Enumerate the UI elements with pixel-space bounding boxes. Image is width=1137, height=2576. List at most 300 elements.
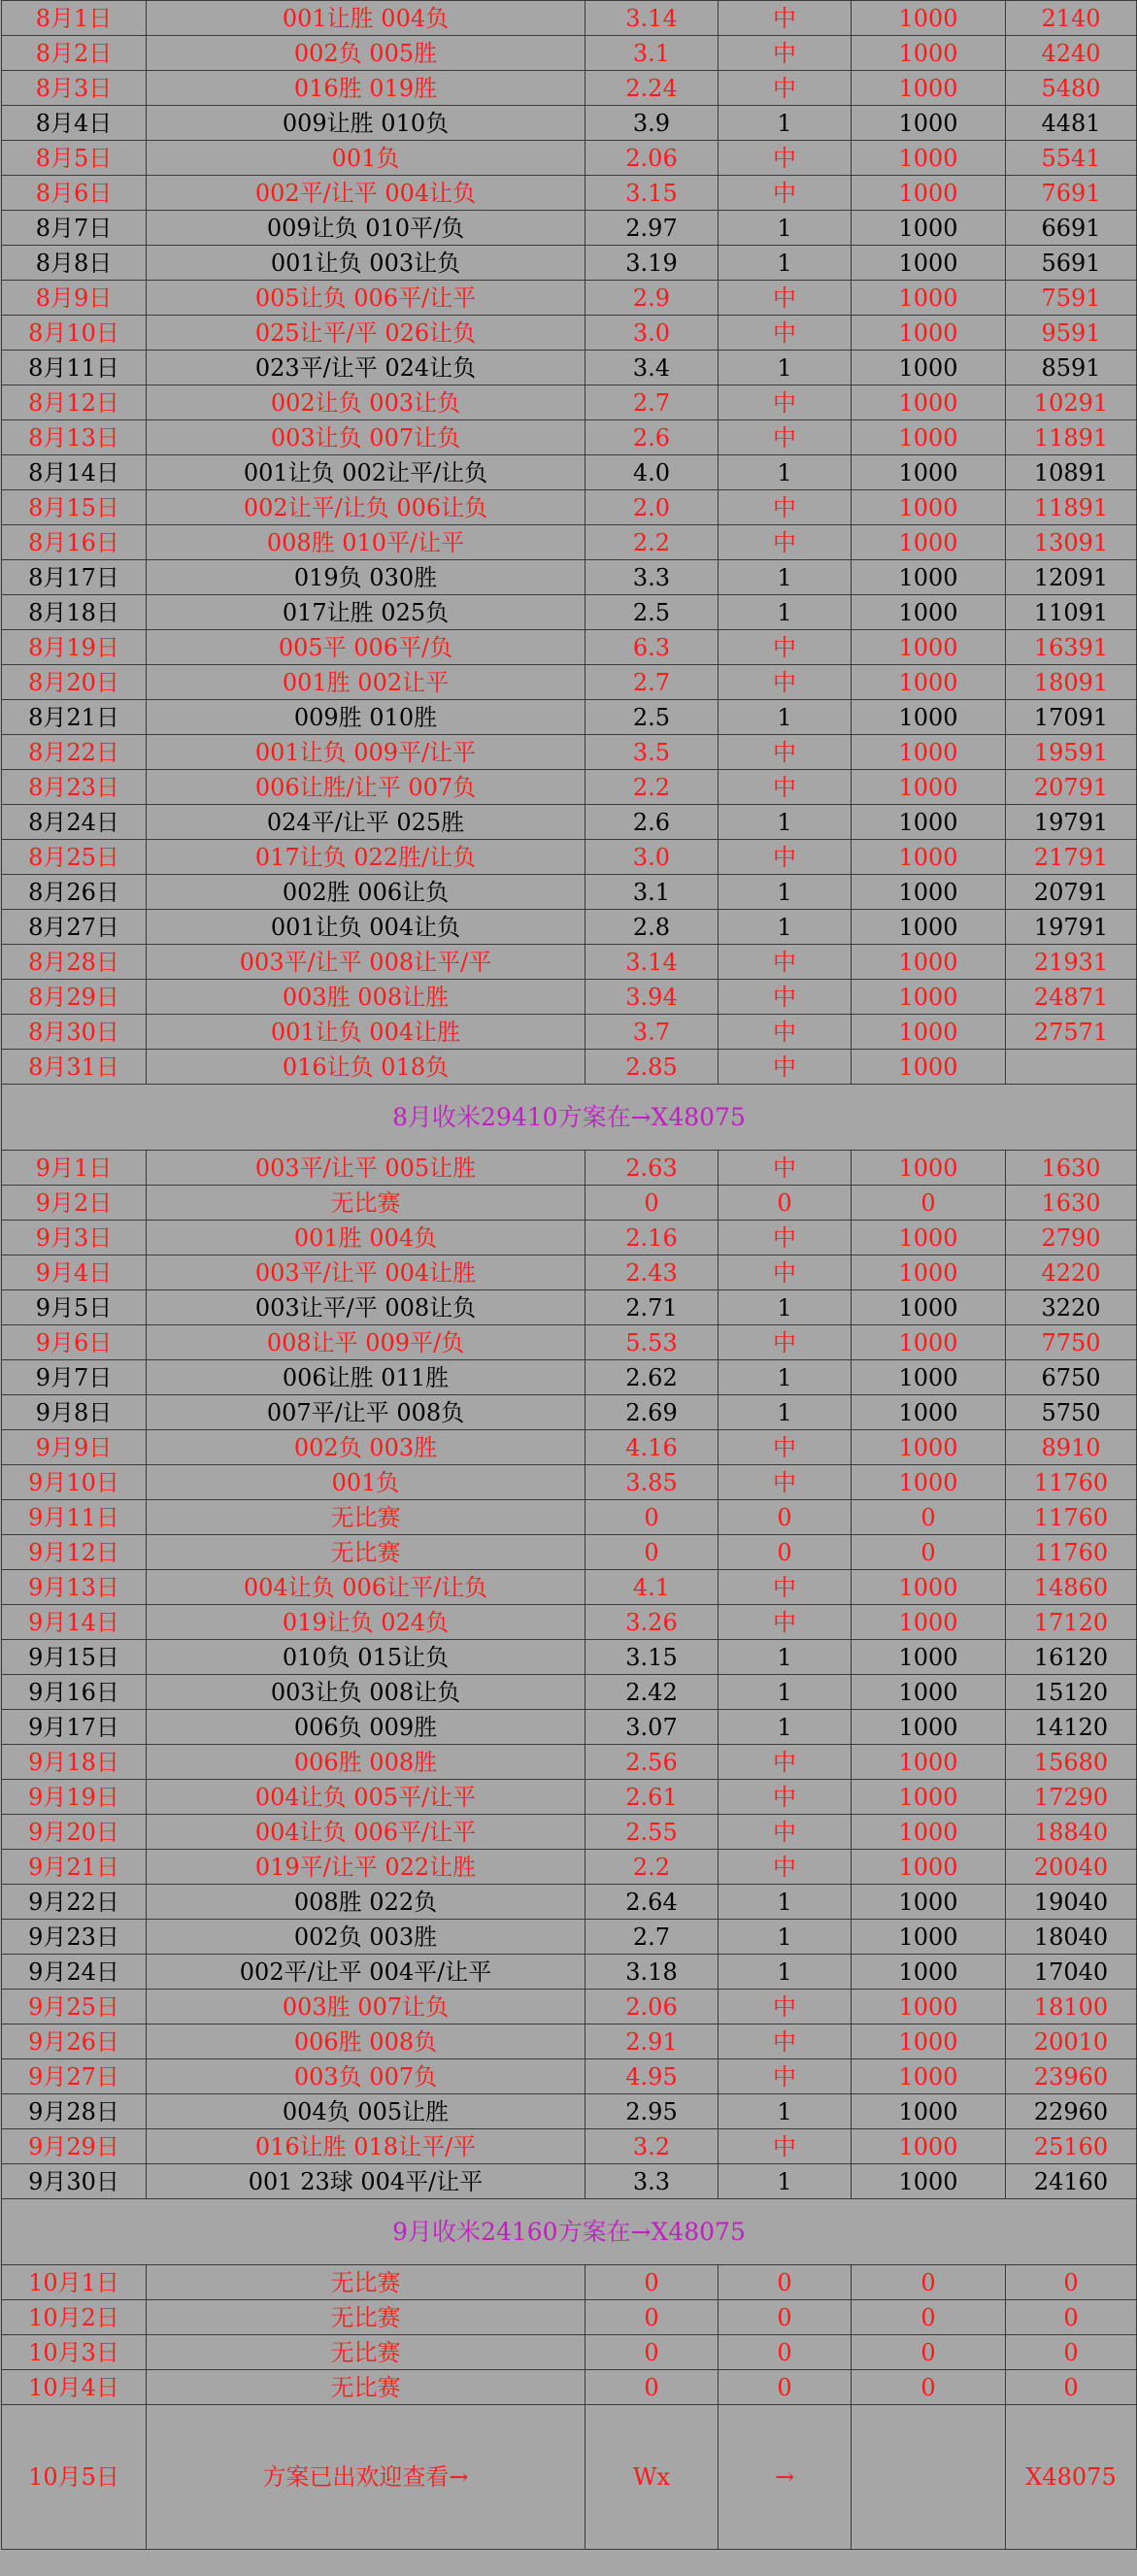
table-row xyxy=(2,1920,1137,1955)
result-cell: 1 xyxy=(719,1640,852,1675)
match-cell: 002负 003胜 xyxy=(147,1920,585,1955)
table-row xyxy=(2,1500,1137,1535)
table-row xyxy=(2,211,1137,246)
match-cell: 无比赛 xyxy=(147,1186,585,1221)
result-cell: 1 xyxy=(719,1885,852,1920)
stake-cell: 1000 xyxy=(852,560,1006,595)
stake-cell: 0 xyxy=(852,1500,1006,1535)
match-cell: 009胜 010胜 xyxy=(147,700,585,735)
balance-cell: 18840 xyxy=(1006,1815,1137,1850)
result-cell: 中 xyxy=(719,1815,852,1850)
result-cell: 1 xyxy=(719,560,852,595)
table-row xyxy=(2,490,1137,525)
date-cell: 9月16日 xyxy=(2,1675,147,1710)
balance-cell: X48075 xyxy=(1006,2405,1137,2550)
odds-cell: 4.0 xyxy=(585,455,719,490)
balance-cell: 11091 xyxy=(1006,595,1137,630)
odds-cell: 3.0 xyxy=(585,316,719,351)
table-row xyxy=(2,1,1137,36)
table-row xyxy=(2,1360,1137,1395)
stake-cell: 0 xyxy=(852,2265,1006,2300)
odds-cell: 2.7 xyxy=(585,1920,719,1955)
match-cell: 003让负 008让负 xyxy=(147,1675,585,1710)
table-row xyxy=(2,2300,1137,2335)
stake-cell: 1000 xyxy=(852,1255,1006,1290)
odds-cell: 2.06 xyxy=(585,141,719,176)
result-cell: 1 xyxy=(719,211,852,246)
date-cell: 9月24日 xyxy=(2,1955,147,1990)
odds-cell: 2.6 xyxy=(585,420,719,455)
table-row xyxy=(2,1815,1137,1850)
result-cell: 中 xyxy=(719,980,852,1015)
stake-cell: 1000 xyxy=(852,1640,1006,1675)
stake-cell: 0 xyxy=(852,2335,1006,2370)
stake-cell: 1000 xyxy=(852,1990,1006,2024)
odds-cell: 6.3 xyxy=(585,630,719,665)
odds-cell: 2.43 xyxy=(585,1255,719,1290)
match-cell: 006让胜/让平 007负 xyxy=(147,770,585,805)
match-cell: 019平/让平 022让胜 xyxy=(147,1850,585,1885)
stake-cell: 1000 xyxy=(852,735,1006,770)
table-row xyxy=(2,910,1137,945)
stake-cell: 1000 xyxy=(852,1395,1006,1430)
date-cell: 8月4日 xyxy=(2,106,147,141)
table-row xyxy=(2,176,1137,211)
table-row xyxy=(2,630,1137,665)
balance-cell: 0 xyxy=(1006,2265,1137,2300)
balance-cell: 13091 xyxy=(1006,525,1137,560)
result-cell: 1 xyxy=(719,1360,852,1395)
match-cell: 019负 030胜 xyxy=(147,560,585,595)
stake-cell: 1000 xyxy=(852,665,1006,700)
result-cell: 中 xyxy=(719,420,852,455)
match-cell: 002让平/让负 006让负 xyxy=(147,490,585,525)
match-cell: 006胜 008负 xyxy=(147,2024,585,2059)
balance-cell: 7691 xyxy=(1006,176,1137,211)
stake-cell: 1000 xyxy=(852,1430,1006,1465)
odds-cell: 2.63 xyxy=(585,1151,719,1186)
stake-cell: 1000 xyxy=(852,1780,1006,1815)
table-row xyxy=(2,1850,1137,1885)
match-cell: 001让负 004让负 xyxy=(147,910,585,945)
stake-cell: 1000 xyxy=(852,945,1006,980)
stake-cell: 1000 xyxy=(852,455,1006,490)
odds-cell: 3.85 xyxy=(585,1465,719,1500)
date-cell: 8月17日 xyxy=(2,560,147,595)
table-row xyxy=(2,980,1137,1015)
date-cell: 9月5日 xyxy=(2,1290,147,1325)
table-row xyxy=(2,770,1137,805)
table-row xyxy=(2,1780,1137,1815)
balance-cell: 1630 xyxy=(1006,1151,1137,1186)
balance-cell: 22960 xyxy=(1006,2094,1137,2129)
result-cell: 中 xyxy=(719,141,852,176)
match-cell: 006让胜 011胜 xyxy=(147,1360,585,1395)
stake-cell: 1000 xyxy=(852,1815,1006,1850)
date-cell: 8月24日 xyxy=(2,805,147,840)
balance-cell: 16120 xyxy=(1006,1640,1137,1675)
result-cell: 中 xyxy=(719,1151,852,1186)
balance-cell: 1630 xyxy=(1006,1186,1137,1221)
match-cell: 006胜 008胜 xyxy=(147,1745,585,1780)
odds-cell: 0 xyxy=(585,2370,719,2405)
match-cell: 006负 009胜 xyxy=(147,1710,585,1745)
date-cell: 9月11日 xyxy=(2,1500,147,1535)
table-row xyxy=(2,1255,1137,1290)
balance-cell: 23960 xyxy=(1006,2059,1137,2094)
result-cell: 中 xyxy=(719,1850,852,1885)
balance-cell: 19040 xyxy=(1006,1885,1137,1920)
date-cell: 8月14日 xyxy=(2,455,147,490)
result-cell: 中 xyxy=(719,1015,852,1050)
table-row xyxy=(2,2335,1137,2370)
summary-text: 9月收米24160方案在→X48075 xyxy=(2,2199,1137,2265)
stake-cell: 0 xyxy=(852,1535,1006,1570)
result-cell: 1 xyxy=(719,700,852,735)
table-body xyxy=(2,1,1137,2405)
match-cell: 无比赛 xyxy=(147,1500,585,1535)
table-row xyxy=(2,385,1137,420)
balance-cell: 10891 xyxy=(1006,455,1137,490)
balance-cell: 20010 xyxy=(1006,2024,1137,2059)
result-cell: 1 xyxy=(719,106,852,141)
balance-cell: 20791 xyxy=(1006,875,1137,910)
match-cell: 008胜 022负 xyxy=(147,1885,585,1920)
date-cell: 8月3日 xyxy=(2,71,147,106)
balance-cell: 18091 xyxy=(1006,665,1137,700)
odds-cell: 0 xyxy=(585,1535,719,1570)
result-cell: 中 xyxy=(719,2129,852,2164)
result-cell: 中 xyxy=(719,176,852,211)
balance-cell: 21791 xyxy=(1006,840,1137,875)
date-cell: 9月23日 xyxy=(2,1920,147,1955)
stake-cell: 1000 xyxy=(852,2164,1006,2199)
stake-cell: 1000 xyxy=(852,1850,1006,1885)
stake-cell: 1000 xyxy=(852,106,1006,141)
result-cell: 1 xyxy=(719,2094,852,2129)
date-cell: 9月9日 xyxy=(2,1430,147,1465)
stake-cell: 0 xyxy=(852,2370,1006,2405)
balance-cell: 18040 xyxy=(1006,1920,1137,1955)
date-cell: 8月22日 xyxy=(2,735,147,770)
result-cell: 0 xyxy=(719,1500,852,1535)
result-cell: 中 xyxy=(719,945,852,980)
date-cell: 9月25日 xyxy=(2,1990,147,2024)
balance-cell xyxy=(1006,1050,1137,1085)
result-cell: 中 xyxy=(719,665,852,700)
result-cell: 中 xyxy=(719,1,852,36)
date-cell: 9月14日 xyxy=(2,1605,147,1640)
balance-cell: 0 xyxy=(1006,2370,1137,2405)
odds-cell: 2.2 xyxy=(585,1850,719,1885)
result-cell: 1 xyxy=(719,1290,852,1325)
date-cell: 8月25日 xyxy=(2,840,147,875)
odds-cell: 4.16 xyxy=(585,1430,719,1465)
table-row xyxy=(2,735,1137,770)
match-cell: 005让负 006平/让平 xyxy=(147,281,585,316)
date-cell: 8月18日 xyxy=(2,595,147,630)
odds-cell: 0 xyxy=(585,2265,719,2300)
odds-cell: 2.0 xyxy=(585,490,719,525)
month-summary-row xyxy=(2,2199,1137,2265)
stake-cell: 1000 xyxy=(852,1710,1006,1745)
date-cell: 9月20日 xyxy=(2,1815,147,1850)
balance-cell: 7750 xyxy=(1006,1325,1137,1360)
table-row xyxy=(2,1955,1137,1990)
table-row xyxy=(2,1570,1137,1605)
match-cell: 001让负 004让胜 xyxy=(147,1015,585,1050)
match-cell: 001胜 002让平 xyxy=(147,665,585,700)
match-cell: 003胜 007让负 xyxy=(147,1990,585,2024)
table-row xyxy=(2,1186,1137,1221)
match-cell: 009让胜 010负 xyxy=(147,106,585,141)
odds-cell: 4.1 xyxy=(585,1570,719,1605)
date-cell: 8月8日 xyxy=(2,246,147,281)
result-cell: 中 xyxy=(719,1990,852,2024)
match-cell: 016胜 019胜 xyxy=(147,71,585,106)
match-cell: 001 23球 004平/让平 xyxy=(147,2164,585,2199)
date-cell: 9月19日 xyxy=(2,1780,147,1815)
date-cell: 9月29日 xyxy=(2,2129,147,2164)
balance-cell: 8910 xyxy=(1006,1430,1137,1465)
result-cell: 中 xyxy=(719,1570,852,1605)
stake-cell: 1000 xyxy=(852,1151,1006,1186)
match-cell: 003胜 008让胜 xyxy=(147,980,585,1015)
result-cell: 1 xyxy=(719,805,852,840)
result-cell: 中 xyxy=(719,840,852,875)
balance-cell: 5691 xyxy=(1006,246,1137,281)
balance-cell: 24160 xyxy=(1006,2164,1137,2199)
date-cell: 9月12日 xyxy=(2,1535,147,1570)
match-cell: 001负 xyxy=(147,1465,585,1500)
date-cell: 9月6日 xyxy=(2,1325,147,1360)
match-cell: 001让负 002让平/让负 xyxy=(147,455,585,490)
date-cell: 8月6日 xyxy=(2,176,147,211)
date-cell: 9月18日 xyxy=(2,1745,147,1780)
odds-cell: 0 xyxy=(585,2300,719,2335)
odds-cell: 2.61 xyxy=(585,1780,719,1815)
stake-cell: 1000 xyxy=(852,700,1006,735)
odds-cell: 3.94 xyxy=(585,980,719,1015)
odds-cell: 2.62 xyxy=(585,1360,719,1395)
odds-cell: 2.91 xyxy=(585,2024,719,2059)
stake-cell: 1000 xyxy=(852,316,1006,351)
match-cell: 019让负 024负 xyxy=(147,1605,585,1640)
odds-cell: 2.2 xyxy=(585,525,719,560)
stake-cell: 1000 xyxy=(852,1015,1006,1050)
date-cell: 8月5日 xyxy=(2,141,147,176)
match-cell: 009让负 010平/负 xyxy=(147,211,585,246)
odds-cell: 3.15 xyxy=(585,176,719,211)
balance-cell: 19591 xyxy=(1006,735,1137,770)
odds-cell: 2.85 xyxy=(585,1050,719,1085)
match-cell: 007平/让平 008负 xyxy=(147,1395,585,1430)
match-cell: 004让负 006让平/让负 xyxy=(147,1570,585,1605)
date-cell: 8月23日 xyxy=(2,770,147,805)
table-row xyxy=(2,71,1137,106)
stake-cell: 1000 xyxy=(852,176,1006,211)
balance-cell: 5541 xyxy=(1006,141,1137,176)
balance-cell: 5750 xyxy=(1006,1395,1137,1430)
balance-cell: 17040 xyxy=(1006,1955,1137,1990)
odds-cell: 2.16 xyxy=(585,1221,719,1255)
odds-cell: 3.5 xyxy=(585,735,719,770)
stake-cell: 1000 xyxy=(852,840,1006,875)
odds-cell: 3.7 xyxy=(585,1015,719,1050)
match-cell: 002平/让平 004平/让平 xyxy=(147,1955,585,1990)
balance-cell: 18100 xyxy=(1006,1990,1137,2024)
odds-cell: 3.2 xyxy=(585,2129,719,2164)
date-cell: 10月1日 xyxy=(2,2265,147,2300)
table-row xyxy=(2,945,1137,980)
balance-cell: 20791 xyxy=(1006,770,1137,805)
stake-cell: 1000 xyxy=(852,2129,1006,2164)
balance-cell: 8591 xyxy=(1006,351,1137,385)
table-row xyxy=(2,1465,1137,1500)
stake-cell: 1000 xyxy=(852,910,1006,945)
balance-cell: 11891 xyxy=(1006,490,1137,525)
odds-cell: 2.8 xyxy=(585,910,719,945)
odds-cell: 2.95 xyxy=(585,2094,719,2129)
odds-cell: 3.26 xyxy=(585,1605,719,1640)
stake-cell: 1000 xyxy=(852,1605,1006,1640)
match-cell: 010负 015让负 xyxy=(147,1640,585,1675)
date-cell: 8月11日 xyxy=(2,351,147,385)
odds-cell: 2.69 xyxy=(585,1395,719,1430)
odds-cell: 2.42 xyxy=(585,1675,719,1710)
balance-cell: 11760 xyxy=(1006,1500,1137,1535)
balance-cell: 10291 xyxy=(1006,385,1137,420)
table-row xyxy=(2,1640,1137,1675)
result-cell: 1 xyxy=(719,1675,852,1710)
stake-cell: 1000 xyxy=(852,281,1006,316)
date-cell: 9月30日 xyxy=(2,2164,147,2199)
result-cell: 0 xyxy=(719,2335,852,2370)
result-cell: 1 xyxy=(719,351,852,385)
stake-cell: 1000 xyxy=(852,595,1006,630)
match-cell: 002让负 003让负 xyxy=(147,385,585,420)
result-cell: 中 xyxy=(719,1050,852,1085)
odds-cell: 3.19 xyxy=(585,246,719,281)
stake-cell: 1000 xyxy=(852,2094,1006,2129)
result-cell: 中 xyxy=(719,2024,852,2059)
stake-cell: 1000 xyxy=(852,351,1006,385)
balance-cell: 3220 xyxy=(1006,1290,1137,1325)
date-cell: 9月10日 xyxy=(2,1465,147,1500)
table-row xyxy=(2,246,1137,281)
stake-cell: 1000 xyxy=(852,770,1006,805)
balance-cell: 19791 xyxy=(1006,910,1137,945)
table-row xyxy=(2,700,1137,735)
odds-cell: Wx xyxy=(585,2405,719,2550)
table-row xyxy=(2,665,1137,700)
table-row xyxy=(2,525,1137,560)
date-cell: 8月28日 xyxy=(2,945,147,980)
odds-cell: 4.95 xyxy=(585,2059,719,2094)
table-row xyxy=(2,840,1137,875)
date-cell: 9月7日 xyxy=(2,1360,147,1395)
odds-cell: 3.14 xyxy=(585,945,719,980)
stake-cell: 1000 xyxy=(852,1325,1006,1360)
match-cell: 003让负 007让负 xyxy=(147,420,585,455)
odds-cell: 2.56 xyxy=(585,1745,719,1780)
match-cell: 003平/让平 004让胜 xyxy=(147,1255,585,1290)
match-cell: 008胜 010平/让平 xyxy=(147,525,585,560)
balance-cell: 0 xyxy=(1006,2335,1137,2370)
result-cell: 1 xyxy=(719,2164,852,2199)
balance-cell: 14860 xyxy=(1006,1570,1137,1605)
odds-cell: 3.1 xyxy=(585,875,719,910)
date-cell: 9月17日 xyxy=(2,1710,147,1745)
match-cell: 008让平 009平/负 xyxy=(147,1325,585,1360)
balance-cell: 17091 xyxy=(1006,700,1137,735)
stake-cell: 1000 xyxy=(852,1885,1006,1920)
result-cell: 中 xyxy=(719,1605,852,1640)
match-cell: 025让平/平 026让负 xyxy=(147,316,585,351)
table-row xyxy=(2,281,1137,316)
match-cell: 002平/让平 004让负 xyxy=(147,176,585,211)
date-cell: 9月27日 xyxy=(2,2059,147,2094)
date-cell: 9月28日 xyxy=(2,2094,147,2129)
match-cell: 无比赛 xyxy=(147,1535,585,1570)
result-cell: 中 xyxy=(719,1325,852,1360)
date-cell: 10月2日 xyxy=(2,2300,147,2335)
result-cell: 1 xyxy=(719,246,852,281)
balance-cell: 19791 xyxy=(1006,805,1137,840)
stake-cell: 0 xyxy=(852,2300,1006,2335)
table-row xyxy=(2,2094,1137,2129)
table-row xyxy=(2,2265,1137,2300)
table-row xyxy=(2,1015,1137,1050)
odds-cell: 3.4 xyxy=(585,351,719,385)
balance-cell: 11760 xyxy=(1006,1535,1137,1570)
odds-cell: 3.07 xyxy=(585,1710,719,1745)
odds-cell: 2.7 xyxy=(585,385,719,420)
match-cell: 001让负 003让负 xyxy=(147,246,585,281)
date-cell: 9月22日 xyxy=(2,1885,147,1920)
stake-cell: 1000 xyxy=(852,1221,1006,1255)
table-row xyxy=(2,1151,1137,1186)
summary-text: 8月收米29410方案在→X48075 xyxy=(2,1085,1137,1151)
stake-cell: 1000 xyxy=(852,385,1006,420)
date-cell: 9月15日 xyxy=(2,1640,147,1675)
result-cell: 0 xyxy=(719,2300,852,2335)
odds-cell: 0 xyxy=(585,1500,719,1535)
balance-cell: 17290 xyxy=(1006,1780,1137,1815)
stake-cell: 1000 xyxy=(852,1465,1006,1500)
date-cell: 10月5日 xyxy=(2,2405,147,2550)
stake-cell: 0 xyxy=(852,1186,1006,1221)
match-cell: 004让负 006平/让平 xyxy=(147,1815,585,1850)
odds-cell: 3.18 xyxy=(585,1955,719,1990)
match-cell: 方案已出欢迎查看→ xyxy=(147,2405,585,2550)
match-cell: 004让负 005平/让平 xyxy=(147,1780,585,1815)
table-row xyxy=(2,1325,1137,1360)
match-cell: 017让胜 025负 xyxy=(147,595,585,630)
result-cell: 中 xyxy=(719,1221,852,1255)
result-cell: 中 xyxy=(719,525,852,560)
stake-cell: 1000 xyxy=(852,1955,1006,1990)
table-row xyxy=(2,560,1137,595)
table-row xyxy=(2,1605,1137,1640)
result-cell: 中 xyxy=(719,1465,852,1500)
balance-cell: 11891 xyxy=(1006,420,1137,455)
result-cell: 中 xyxy=(719,1780,852,1815)
result-cell: 0 xyxy=(719,1186,852,1221)
date-cell: 9月1日 xyxy=(2,1151,147,1186)
odds-cell: 2.71 xyxy=(585,1290,719,1325)
result-cell: 中 xyxy=(719,71,852,106)
